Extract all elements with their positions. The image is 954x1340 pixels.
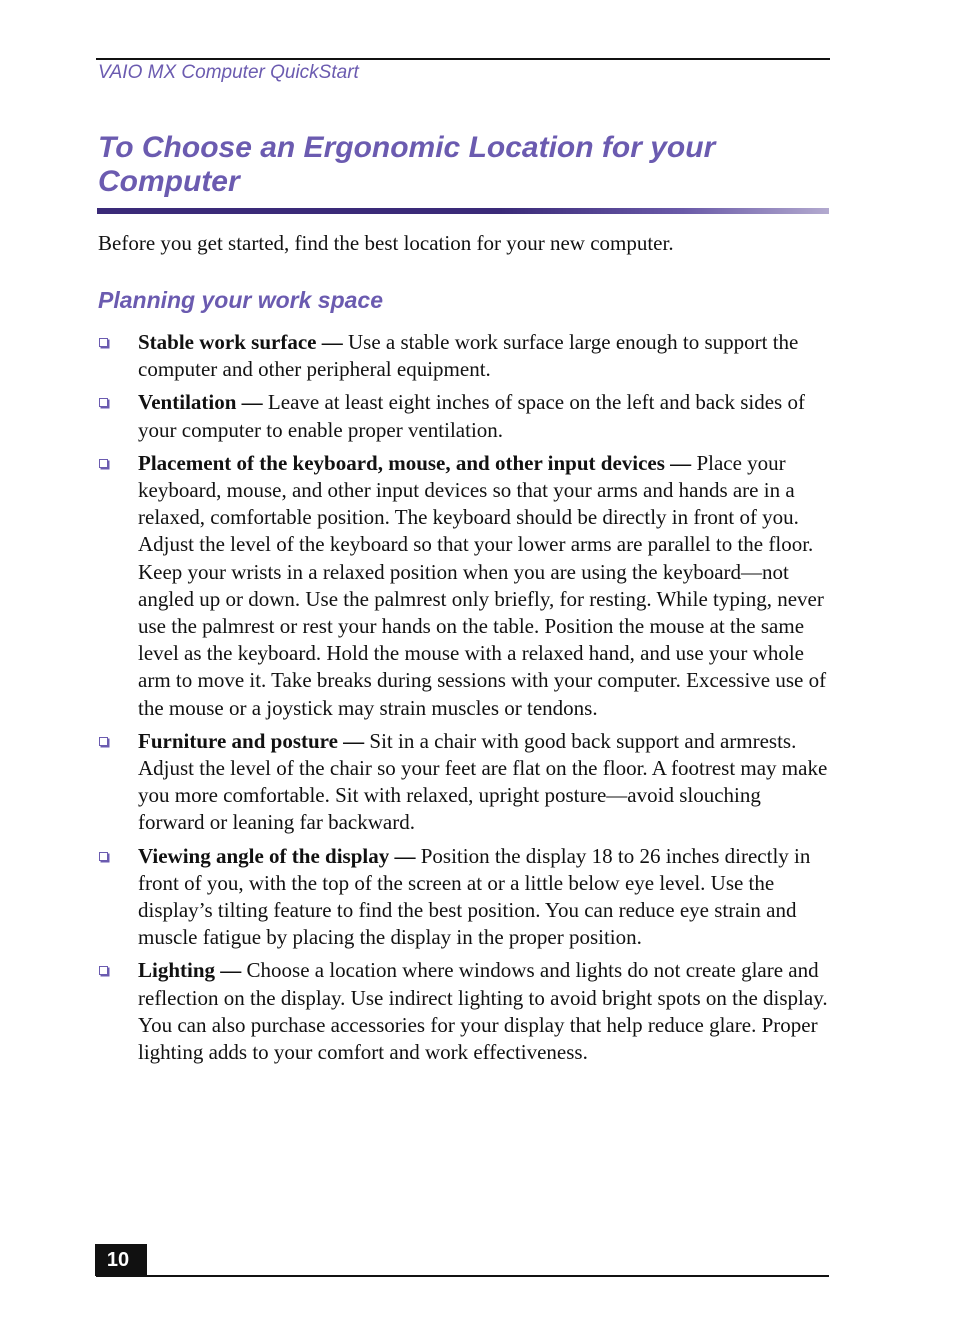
footer-rule (96, 1275, 829, 1277)
page-number: 10 (106, 1249, 130, 1271)
running-header: VAIO MX Computer QuickStart (98, 62, 359, 83)
list-item (98, 957, 828, 1066)
item-text: Leave at least eight inches of space on the left and back sides of your computer to enable proper ventilation. (138, 390, 805, 442)
item-text: Position the display 18 to 26 inches directly in front of you, with the top of the screen at or a little below eye level. Use the display’s tilting feature to find the best position. You can reduce eye strain and muscle fatigue by placing the display in the proper position. (138, 843, 811, 950)
item-term: Ventilation — (138, 390, 263, 415)
page-number-box (95, 1244, 147, 1276)
list-item (98, 450, 828, 722)
item-term: Lighting — (138, 958, 242, 983)
list-item (98, 329, 828, 383)
item-term: Furniture and posture — (138, 728, 365, 753)
square-bullet-icon (99, 338, 108, 347)
item-text: Use a stable work surface large enough to support the computer and other peripheral equipment. (138, 330, 799, 382)
header-rule (96, 58, 830, 60)
list-item (98, 389, 828, 443)
page-title: To Choose an Ergonomic Location for your Computer (98, 131, 716, 198)
square-bullet-icon (99, 852, 108, 861)
ergonomic-tips-list (98, 329, 828, 1072)
square-bullet-icon (99, 737, 108, 746)
item-text: Place your keyboard, mouse, and other input devices so that your arms and hands are in a relaxed, comfortable position. The keyboard should be directly in front of you. Adjust the level of the keyboard so that your lower arms are parallel to the floor. Keep your wrists in a relaxed position when you are using the keyboard—not angled up or down. Use the palmrest only briefly, for resting. While typing, never use the palmrest or rest your hands on the table. Position the mouse at the same level as the keyboard. Hold the mouse with a relaxed hand, and use your whole arm to move it. Take breaks during sessions with your computer. Excessive use of the mouse or a joystick may strain muscles or tendons. (138, 450, 827, 720)
list-item (98, 728, 828, 837)
item-text: Choose a location where windows and lights do not create glare and reflection on the display. Use indirect lighting to avoid bright spots on the display. You can also purchase accessories for your display that help reduce glare. Proper lighting adds to your comfort and work effectiveness. (138, 958, 828, 1065)
square-bullet-icon (99, 459, 108, 468)
section-heading: Planning your work space (98, 287, 384, 313)
item-term: Placement of the keyboard, mouse, and other input devices — (138, 450, 692, 475)
item-text: Sit in a chair with good back support and armrests. Adjust the level of the chair so your feet are flat on the floor. A footrest may make you more comfortable. Sit with relaxed, upright posture—avoid slouching forward or leaning far backward. (138, 728, 828, 835)
square-bullet-icon (99, 966, 108, 975)
intro-paragraph: Before you get started, find the best location for your new computer. (98, 231, 674, 255)
item-term: Stable work surface — (138, 330, 343, 354)
title-underline (97, 208, 829, 214)
square-bullet-icon (99, 398, 108, 407)
list-item (98, 843, 828, 952)
item-term: Viewing angle of the display — (138, 843, 416, 868)
